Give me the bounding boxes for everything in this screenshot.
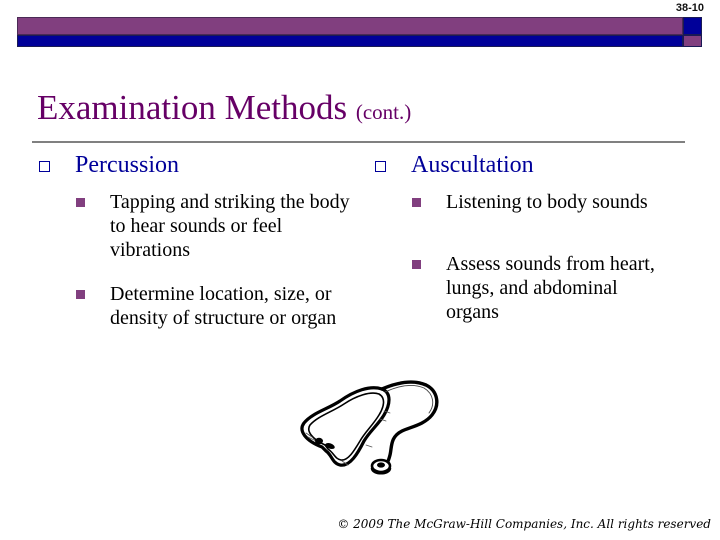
bullet-text: Determine location, size, or density of structure or organ	[110, 283, 337, 329]
filled-square-bullet-icon	[412, 260, 421, 269]
title-text: Examination Methods	[37, 88, 348, 127]
heading-auscultation: Auscultation	[411, 152, 534, 178]
level1-item	[374, 150, 674, 180]
level2-item	[38, 190, 358, 262]
header-bar-purple	[17, 17, 683, 35]
filled-square-bullet-icon	[76, 290, 85, 299]
level2-item	[38, 282, 358, 330]
title-rule	[32, 141, 685, 143]
slide-number: 38-10	[675, 2, 704, 14]
column-percussion	[38, 150, 358, 330]
heading-percussion: Percussion	[75, 152, 179, 178]
bullet-text: Assess sounds from heart, lungs, and abdominal organs	[446, 253, 655, 323]
hollow-square-bullet-icon	[39, 161, 50, 172]
slide-title	[37, 88, 411, 132]
header-bar-blue	[17, 35, 683, 47]
filled-square-bullet-icon	[76, 198, 85, 207]
title-suffix: (cont.)	[355, 100, 412, 124]
level1-item	[38, 150, 358, 180]
level2-item	[374, 252, 674, 324]
column-auscultation	[374, 150, 674, 324]
bullet-text: Listening to body sounds	[446, 191, 648, 213]
header-square-purple	[683, 35, 702, 47]
hollow-square-bullet-icon	[375, 161, 386, 172]
stethoscope-icon	[292, 375, 444, 480]
filled-square-bullet-icon	[412, 198, 421, 207]
header-square-blue	[683, 17, 702, 35]
level2-item	[374, 190, 674, 214]
bullet-text: Tapping and striking the body to hear sounds or feel vibrations	[110, 191, 350, 261]
copyright-footer: © 2009 The McGraw-Hill Companies, Inc. All rights reserved	[337, 517, 711, 531]
